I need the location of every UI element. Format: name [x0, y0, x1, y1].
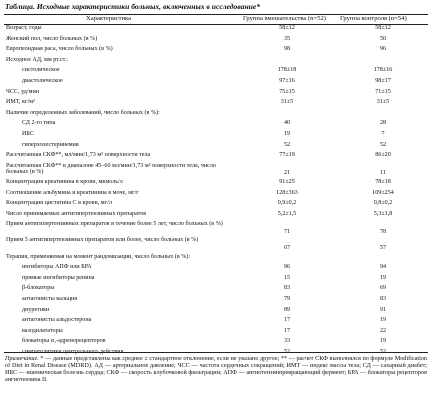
- row-label: гиперхолестеринемия: [22, 141, 79, 148]
- row-label: Наличие определенных заболеваний, число больных (в %):: [6, 109, 160, 116]
- row-label: антагонисты кальция: [22, 296, 78, 303]
- row-label: ИМТ, кг/м²: [6, 99, 35, 106]
- row-label: β-блокаторы: [22, 285, 55, 292]
- table-row: [4, 264, 428, 275]
- control-value: 19: [379, 317, 387, 324]
- table-row: [4, 131, 428, 142]
- control-value: 94: [379, 264, 387, 271]
- intervention-value: 77±19: [279, 152, 295, 159]
- control-value: 52: [379, 349, 387, 355]
- table-row: [4, 296, 428, 307]
- table-row: [4, 36, 428, 47]
- intervention-value: 5,2±1,5: [277, 210, 297, 217]
- row-label: ингибиторы АПФ или БРА: [22, 264, 92, 271]
- row-label: Женский пол, число больных (в %): [6, 35, 98, 42]
- table-row: [4, 317, 428, 328]
- note-label: Примечание.: [5, 355, 39, 362]
- row-label: Концентрация цистатина С в крови, мг/л: [6, 200, 112, 207]
- intervention-value: 98: [283, 46, 291, 53]
- intervention-value: 15: [283, 274, 291, 281]
- row-label: Прием антигипертензивных препаратов в течение более 5 лет, число больных (в %): [6, 221, 223, 228]
- row-label: диуретики: [22, 306, 50, 313]
- table-row: [4, 190, 428, 201]
- control-value: 78±18: [375, 178, 391, 185]
- control-value: 0,8±0,2: [373, 200, 393, 207]
- table-row: [4, 120, 428, 131]
- table-row: [4, 110, 428, 121]
- intervention-value: 79: [283, 296, 291, 303]
- control-value: 50: [379, 35, 387, 42]
- row-label: систолическое: [22, 67, 60, 74]
- table-row: [4, 275, 428, 286]
- control-value: 58±12: [375, 25, 391, 31]
- row-label: Число принимаемых антигипертензивных препаратов: [6, 210, 147, 217]
- control-value: 31±5: [376, 99, 390, 106]
- table-row: [4, 163, 428, 179]
- table-row: [4, 328, 428, 339]
- row-label: диастолическое: [22, 77, 63, 84]
- control-value: 69: [379, 285, 387, 292]
- table-row: [4, 99, 428, 110]
- table-row: [4, 152, 428, 163]
- table-row: [4, 285, 428, 296]
- intervention-value: 67: [283, 245, 291, 252]
- row-label: Соотношение альбумина и креатинина в моче, мг/г: [6, 189, 139, 196]
- control-value: 19: [379, 338, 387, 345]
- row-label: Рассчитанная СКФ**, мл/мин/1,73 м² поверхности тела: [6, 152, 151, 159]
- row-label: Терапия, применяемая на момент рандомизации, число больных (в %):: [6, 253, 191, 260]
- control-value: 22: [379, 327, 387, 334]
- intervention-value: 89: [283, 306, 291, 313]
- intervention-value: 75±15: [279, 88, 295, 95]
- table-row: [4, 254, 428, 265]
- control-value: 28: [379, 120, 387, 127]
- intervention-value: 96: [283, 264, 291, 271]
- table-row: [4, 338, 428, 349]
- intervention-value: 21: [283, 170, 291, 177]
- row-label: вазодилататоры: [22, 327, 63, 334]
- intervention-value: 17: [283, 317, 291, 324]
- control-value: 71±15: [375, 88, 391, 95]
- intervention-value: 83: [283, 285, 291, 292]
- row-label: симпатолитики центрального действия: [22, 349, 124, 355]
- intervention-value: 35: [283, 35, 291, 42]
- header-intervention-group: Группа вмешательства (n=52): [243, 15, 326, 22]
- row-label: блокаторы α₁-адренорецепторов: [22, 338, 106, 345]
- table-row: [4, 57, 428, 68]
- intervention-value: 128±363: [276, 189, 298, 196]
- intervention-value: 31±5: [280, 99, 294, 106]
- intervention-value: 58±12: [279, 25, 295, 31]
- table-title: Таблица. Исходные характеристики больных, включенных в исследование*: [5, 2, 261, 11]
- table-row: [4, 142, 428, 153]
- intervention-value: 17: [283, 327, 291, 334]
- table-row: [4, 221, 428, 237]
- control-value: 98±17: [375, 77, 391, 84]
- control-value: 91: [379, 306, 387, 313]
- table-row: [4, 307, 428, 318]
- intervention-value: 71: [283, 228, 291, 235]
- row-label: ИБС: [22, 130, 34, 137]
- note-text: * — данные представлены как среднее ± стандартное отклонение, если не указано другое; ** — расчет СКФ выполнялся по формуле Modification of Diet in Renal Disease (MDRD). АД — артериальное давление; ЧСС — частота сердечных сокращений; ИМТ — индекс массы тела; СД — сахарный диабет; ИБС — ишемическая болезнь сердца; СКФ — скорость клубочковой фильтрации; АПФ — ангиотензинпревращающий фермент; БРА — блокаторы рецепторов ангиотензина II.: [5, 355, 428, 384]
- intervention-value: 52: [283, 141, 291, 148]
- intervention-value: 91±25: [279, 178, 295, 185]
- table-row: [4, 46, 428, 57]
- row-label: антагонисты альдостерона: [22, 317, 92, 324]
- row-label: СД 2-го типа: [22, 120, 56, 127]
- row-label: Концентрация креатинина в крови, мкмоль/л: [6, 178, 123, 185]
- intervention-value: 178±18: [277, 67, 297, 74]
- table-row: [4, 211, 428, 222]
- table-row: [4, 237, 428, 253]
- table-row: [4, 89, 428, 100]
- control-value: 5,3±1,8: [373, 210, 393, 217]
- control-value: 52: [379, 141, 387, 148]
- table-row: [4, 179, 428, 190]
- intervention-value: 19: [283, 130, 291, 137]
- row-label: Европеоидная раса, число больных (в %): [6, 46, 113, 53]
- table-bottom-rule: [4, 352, 428, 353]
- control-value: 178±16: [373, 67, 393, 74]
- intervention-value: 33: [283, 338, 291, 345]
- control-value: 109±254: [372, 189, 394, 196]
- control-value: 57: [379, 245, 387, 252]
- row-label: Рассчитанная СКФ** в диапазоне 45–60 мл/мин/1,73 м² поверхности тела, число больных (в %): [6, 162, 216, 176]
- intervention-value: 52: [283, 349, 291, 355]
- header-control-group: Группа контроля (n=54): [340, 15, 407, 22]
- table-row: [4, 67, 428, 78]
- row-label: ЧСС, уд/мин: [6, 88, 39, 95]
- table-note: [5, 355, 427, 383]
- row-label: прямые ингибиторы ренина: [22, 274, 95, 281]
- table-row: [4, 200, 428, 211]
- control-value: 78: [379, 228, 387, 235]
- control-value: 86±20: [375, 152, 391, 159]
- row-label: Прием 5 антигипертензивных препаратов или более, число больных (в %): [6, 237, 199, 244]
- control-value: 96: [379, 46, 387, 53]
- row-label: Возраст, годы: [6, 25, 42, 31]
- table-body: [4, 25, 428, 360]
- control-value: 11: [380, 170, 386, 177]
- intervention-value: 0,9±0,2: [277, 200, 297, 207]
- table-row: [4, 78, 428, 89]
- table-row: [4, 25, 428, 36]
- control-value: 19: [379, 274, 387, 281]
- control-value: 83: [379, 296, 387, 303]
- intervention-value: 40: [283, 120, 291, 127]
- intervention-value: 97±16: [279, 77, 295, 84]
- row-label: Исходное АД, мм рт.ст.:: [6, 56, 69, 63]
- header-characteristic: Характеристика: [86, 15, 132, 22]
- control-value: 7: [381, 130, 385, 137]
